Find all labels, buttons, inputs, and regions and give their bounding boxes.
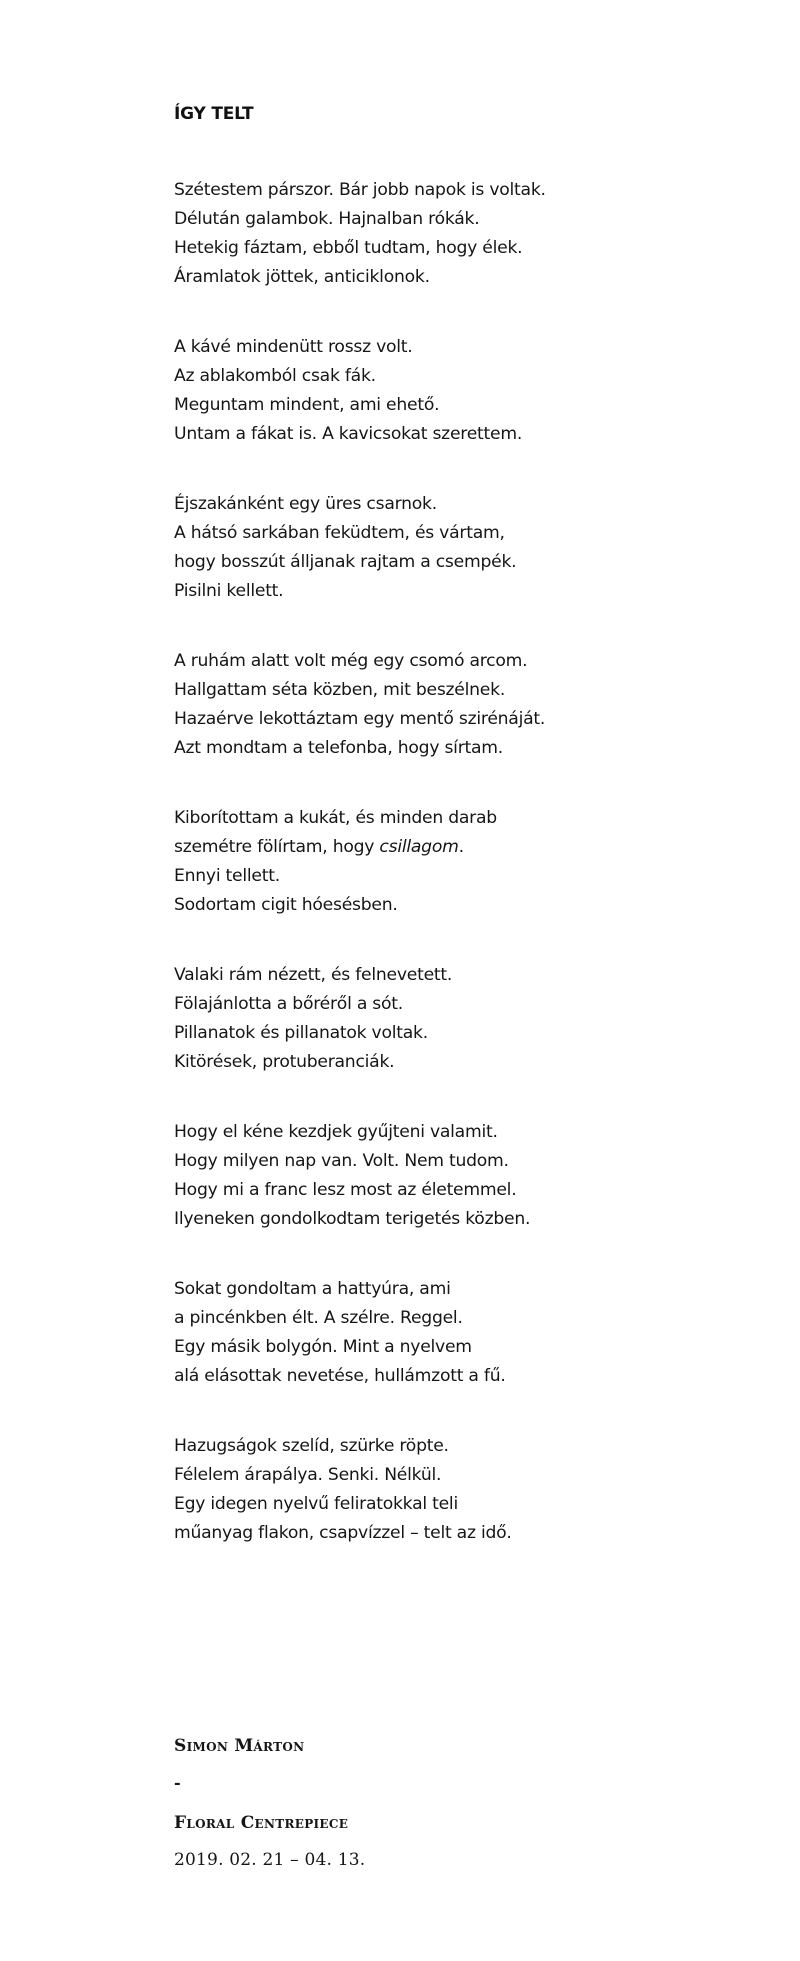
poem-line: A hátsó sarkában feküdtem, és vártam, xyxy=(174,523,505,543)
poem-line: Áramlatok jöttek, anticiklonok. xyxy=(174,267,430,287)
poem-line: hogy bosszút álljanak rajtam a csempék. xyxy=(174,552,517,572)
poem-line xyxy=(174,833,734,862)
poem-line: Sokat gondoltam a hattyúra, ami xyxy=(174,1279,451,1299)
poem-line: A ruhám alatt volt még egy csomó arcom. xyxy=(174,651,528,671)
poem-line: Hogy mi a franc lesz most az életemmel. xyxy=(174,1180,517,1200)
footer xyxy=(174,1731,365,1875)
stanza xyxy=(174,647,734,763)
poem-line: Fölajánlotta a bőréről a sót. xyxy=(174,994,403,1014)
stanza xyxy=(174,961,734,1077)
poem-line: Délután galambok. Hajnalban rókák. xyxy=(174,209,480,229)
poem-line: Ennyi tellett. xyxy=(174,866,280,886)
line-text: . xyxy=(458,837,464,857)
poem-line: Hallgattam séta közben, mit beszélnek. xyxy=(174,680,506,700)
poem-line: A kávé mindenütt rossz volt. xyxy=(174,337,413,357)
line-text: szemétre fölírtam, hogy xyxy=(174,837,380,857)
stanza xyxy=(174,333,734,449)
poem-line: Kitörések, protuberanciák. xyxy=(174,1052,395,1072)
stanza xyxy=(174,490,734,606)
poem-line: Szétestem párszor. Bár jobb napok is voltak. xyxy=(174,180,546,200)
poem-line: Azt mondtam a telefonba, hogy sírtam. xyxy=(174,738,503,758)
poem-line: Untam a fákat is. A kavicsokat szerettem. xyxy=(174,424,523,444)
poem-line: Pillanatok és pillanatok voltak. xyxy=(174,1023,428,1043)
poem-line: Pisilni kellett. xyxy=(174,581,284,601)
stanza xyxy=(174,804,734,920)
poem-line: a pincénkben élt. A szélre. Reggel. xyxy=(174,1308,463,1328)
stanza xyxy=(174,1432,734,1548)
poem-line: Éjszakánként egy üres csarnok. xyxy=(174,494,437,514)
stanza xyxy=(174,1275,734,1391)
exhibition-dates: 2019. 02. 21 – 04. 13. xyxy=(174,1850,366,1870)
poem-line: Valaki rám nézett, és felnevetett. xyxy=(174,965,453,985)
exhibition-title: Floral Centrepiece xyxy=(174,1813,349,1833)
poem-line: Sodortam cigit hóesésben. xyxy=(174,895,398,915)
poem-line: műanyag flakon, csapvízzel – telt az idő. xyxy=(174,1523,512,1543)
poem-line: Egy idegen nyelvű feliratokkal teli xyxy=(174,1494,458,1514)
poem-line: Kiborítottam a kukát, és minden darab xyxy=(174,808,497,828)
poem-line: Hazugságok szelíd, szürke röpte. xyxy=(174,1436,449,1456)
stanza xyxy=(174,1118,734,1234)
poem-line: Meguntam mindent, ami ehető. xyxy=(174,395,440,415)
italic-word: csillagom xyxy=(379,837,459,857)
poem-line: Egy másik bolygón. Mint a nyelvem xyxy=(174,1337,472,1357)
poem-body xyxy=(174,176,734,1589)
stanza xyxy=(174,176,734,292)
poem-line: alá elásottak nevetése, hullámzott a fű. xyxy=(174,1366,506,1386)
poem-line: Hetekig fáztam, ebből tudtam, hogy élek. xyxy=(174,238,523,258)
poem-line: Ilyeneken gondolkodtam terigetés közben. xyxy=(174,1209,531,1229)
poem-line: Hogy milyen nap van. Volt. Nem tudom. xyxy=(174,1151,509,1171)
separator: - xyxy=(174,1773,181,1792)
poem-line: Az ablakomból csak fák. xyxy=(174,366,376,386)
poem-title: ÍGY TELT xyxy=(174,104,254,124)
author-name: Simon Márton xyxy=(174,1736,305,1756)
poem-line: Félelem árapálya. Senki. Nélkül. xyxy=(174,1465,442,1485)
poem-line: Hogy el kéne kezdjek gyűjteni valamit. xyxy=(174,1122,498,1142)
poem-line: Hazaérve lekottáztam egy mentő szirénáját. xyxy=(174,709,546,729)
